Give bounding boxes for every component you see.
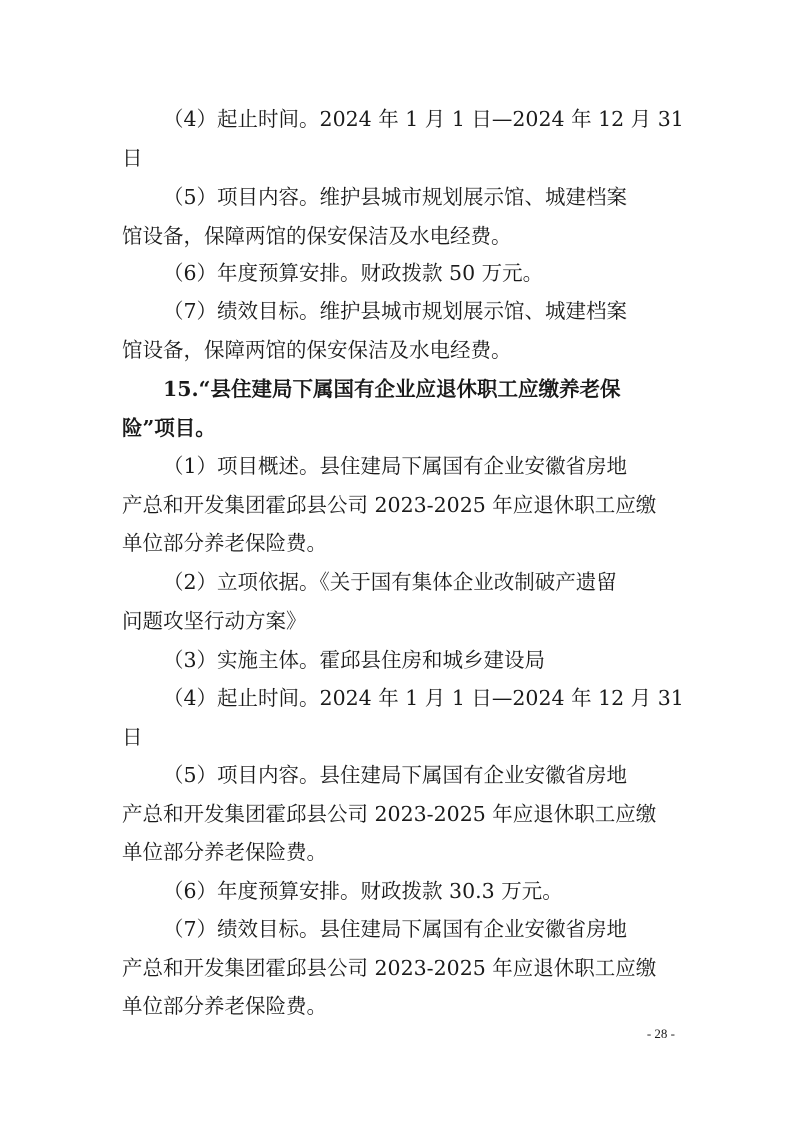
page-number: - 28 -: [646, 1026, 675, 1041]
paragraph-start-end-time-2: [122, 679, 684, 756]
text-line: 日: [122, 724, 143, 749]
paragraph-performance-goal-2: [122, 910, 672, 1026]
paragraph-project-basis: [122, 563, 672, 640]
text-line: 馆设备，保障两馆的保安保洁及水电经费。: [122, 337, 512, 362]
paragraph-project-content: [122, 178, 672, 255]
paragraph-project-overview: [122, 447, 672, 563]
text-line: 日: [122, 145, 143, 170]
text-line: （7）绩效目标。维护县城市规划展示馆、城建档案: [163, 299, 628, 323]
text-line: （5）项目内容。维护县城市规划展示馆、城建档案: [163, 185, 628, 209]
text-line: 馆设备，保障两馆的保安保洁及水电经费。: [122, 223, 512, 248]
text-line: 单位部分养老保险费。: [122, 840, 327, 864]
paragraph-start-end-time: [122, 100, 684, 177]
text-line: （4）起止时间。2024 年 1 月 1 日—2024 年 12 月 31: [163, 686, 684, 710]
text-line: （5）项目内容。县住建局下属国有企业安徽省房地: [163, 763, 628, 787]
heading-line: 15.“县住建局下属国有企业应退休职工应缴养老保: [163, 377, 621, 401]
paragraph-implementing-body: [122, 641, 672, 680]
text-line: （3）实施主体。霍邱县住房和城乡建设局: [163, 648, 546, 672]
paragraph-project-content-2: [122, 756, 672, 872]
section-heading-15: [122, 370, 672, 447]
paragraph-annual-budget-2: [122, 872, 672, 911]
text-line: 产总和开发集团霍邱县公司 2023-2025 年应退休职工应缴: [122, 955, 657, 980]
text-line: 产总和开发集团霍邱县公司 2023-2025 年应退休职工应缴: [122, 492, 657, 517]
paragraph-performance-goal: [122, 292, 672, 369]
text-line: （6）年度预算安排。财政拨款 50 万元。: [163, 261, 544, 285]
text-line: （6）年度预算安排。财政拨款 30.3 万元。: [163, 879, 563, 903]
text-line: （2）立项依据。《关于国有集体企业改制破产遗留: [163, 570, 617, 594]
text-line: （1）项目概述。县住建局下属国有企业安徽省房地: [163, 454, 628, 478]
text-line: 产总和开发集团霍邱县公司 2023-2025 年应退休职工应缴: [122, 801, 657, 826]
text-line: （7）绩效目标。县住建局下属国有企业安徽省房地: [163, 917, 628, 941]
paragraph-annual-budget: [122, 254, 672, 293]
text-line: 单位部分养老保险费。: [122, 994, 327, 1018]
text-line: 问题攻坚行动方案》: [122, 608, 307, 633]
text-line: 单位部分养老保险费。: [122, 531, 327, 555]
heading-line: 险”项目。: [122, 415, 216, 440]
text-line: （4）起止时间。2024 年 1 月 1 日—2024 年 12 月 31: [163, 107, 684, 131]
